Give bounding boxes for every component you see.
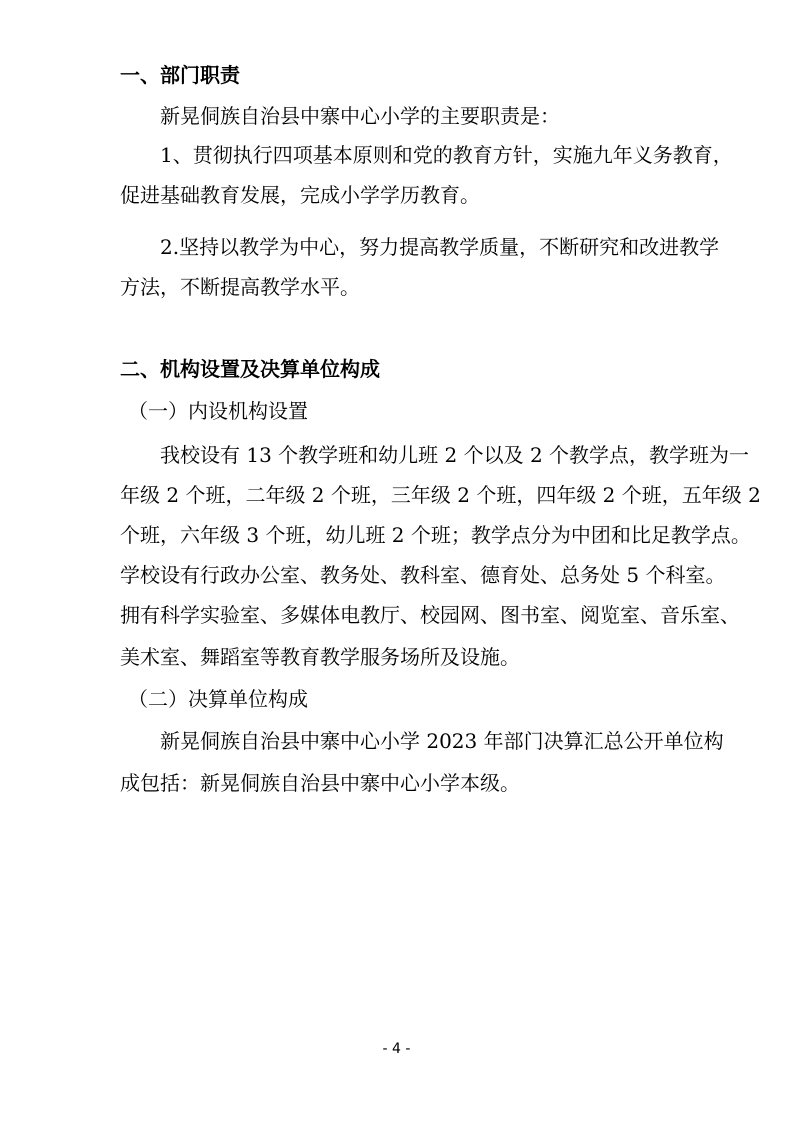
section2-sub2-heading: （二）决算单位构成	[128, 687, 308, 711]
section2-heading: 二、机构设置及决算单位构成	[120, 357, 380, 381]
section2-sub2-line2: 成包括：新晃侗族自治县中寨中心小学本级。	[120, 771, 520, 795]
section2-sub1-line5: 拥有科学实验室、多媒体电教厅、校园网、图书室、阅览室、音乐室、	[120, 603, 740, 627]
section1-item2-line1: 2.坚持以教学为中心，努力提高教学质量，不断研究和改进教学	[160, 235, 720, 259]
section1-heading: 一、部门职责	[120, 63, 240, 87]
section2-sub1-line2: 年级 2 个班，二年级 2 个班，三年级 2 个班，四年级 2 个班，五年级 2	[120, 483, 761, 507]
section2-sub1-line6: 美术室、舞蹈室等教育教学服务场所及设施。	[120, 645, 520, 669]
section2-sub2-line1: 新晃侗族自治县中寨中心小学 2023 年部门决算汇总公开单位构	[160, 729, 724, 753]
section2-sub1-line3: 个班，六年级 3 个班，幼儿班 2 个班；教学点分为中团和比足教学点。	[120, 523, 751, 547]
page-number: - 4 -	[382, 1041, 411, 1057]
section1-intro: 新晃侗族自治县中寨中心小学的主要职责是：	[160, 104, 560, 128]
section2-sub1-heading: （一）内设机构设置	[128, 399, 308, 423]
section2-sub1-line1: 我校设有 13 个教学班和幼儿班 2 个以及 2 个教学点，教学班为一	[160, 443, 750, 467]
section1-item2-line2: 方法，不断提高教学水平。	[120, 275, 360, 299]
section1-item1-line1: 1、贯彻执行四项基本原则和党的教育方针，实施九年义务教育，	[160, 143, 733, 167]
section1-item1-line2: 促进基础教育发展，完成小学学历教育。	[120, 183, 480, 207]
section2-sub1-line4: 学校设有行政办公室、教务处、教科室、德育处、总务处 5 个科室。	[120, 563, 726, 587]
